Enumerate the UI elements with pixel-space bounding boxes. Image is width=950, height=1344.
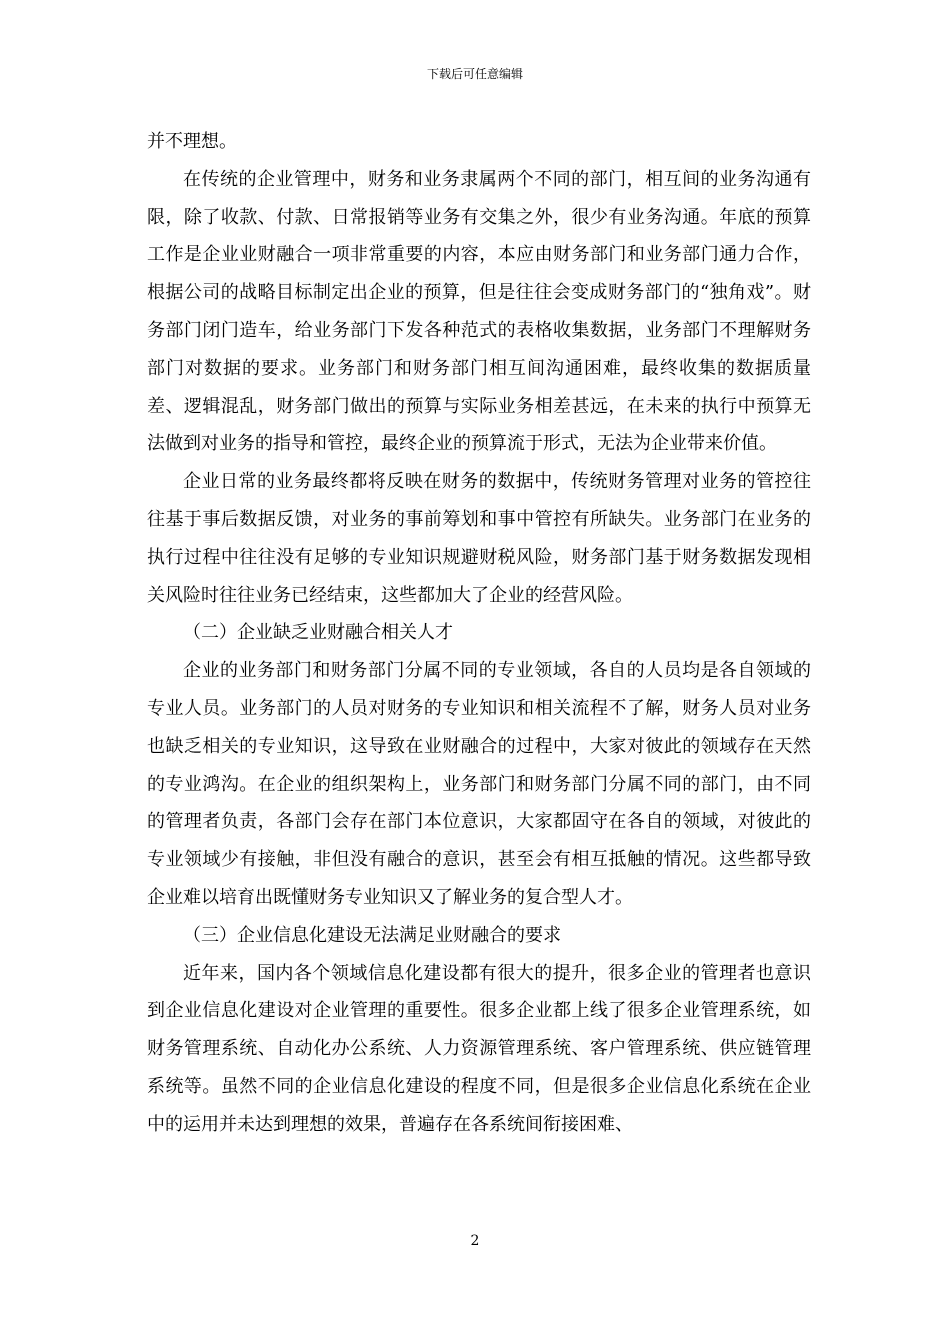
paragraph: 在传统的企业管理中，财务和业务隶属两个不同的部门，相互间的业务沟通有限，除了收款、付款、日常报销等业务有交集之外，很少有业务沟通。年底的预算工作是企业业财融合一项非常重要的内容，本应由财务部门和业务部门通力合作，根据公司的战略目标制定出企业的预算，但是往往会变成财务部门的“独角戏”。财务部门闭门造车，给业务部门下发各种范式的表格收集数据，业务部门不理解财务部门对数据的要求。业务部门和财务部门相互间沟通困难，最终收集的数据质量差、逻辑混乱，财务部门做出的预算与实际业务相差甚远，在未来的执行中预算无法做到对业务的指导和管控，最终企业的预算流于形式，无法为企业带来价值。 xyxy=(147,168,811,455)
paragraph: 企业的业务部门和财务部门分属不同的专业领域，各自的人员均是各自领域的专业人员。业务部门的人员对财务的专业知识和相关流程不了解，财务人员对业务也缺乏相关的专业知识，这导致在业财融合的过程中，大家对彼此的领域存在天然的专业鸿沟。在企业的组织架构上，业务部门和财务部门分属不同的部门，由不同的管理者负责，各部门会存在部门本位意识，大家都固守在各自的领域，对彼此的专业领域少有接触，非但没有融合的意识，甚至会有相互抵触的情况。这些都导致企业难以培育出既懂财务专业知识又了解业务的复合型人才。 xyxy=(147,660,811,908)
page-header: 下载后可任意编辑 xyxy=(426,67,523,81)
paragraph: 并不理想。 xyxy=(147,131,237,152)
section-heading: （三）企业信息化建设无法满足业财融合的要求 xyxy=(183,924,561,946)
paragraph: 近年来，国内各个领域信息化建设都有很大的提升，很多企业的管理者也意识到企业信息化建设对企业管理的重要性。很多企业都上线了很多企业管理系统，如财务管理系统、自动化办公系统、人力资源管理系统、客户管理系统、供应链管理系统等。虽然不同的企业信息化建设的程度不同，但是很多企业信息化系统在企业中的运用并未达到理想的效果，普遍存在各系统间衔接困难、 xyxy=(147,962,811,1135)
page-number: 2 xyxy=(470,1233,480,1249)
document-body xyxy=(147,123,811,1144)
paragraph: 企业日常的业务最终都将反映在财务的数据中，传统财务管理对业务的管控往往基于事后数据反馈，对业务的事前筹划和事中管控有所缺失。业务部门在业务的执行过程中往往没有足够的专业知识规避财税风险，财务部门基于财务数据发现相关风险时往往业务已经结束，这些都加大了企业的经营风险。 xyxy=(147,471,811,606)
section-heading: （二）企业缺乏业财融合相关人才 xyxy=(183,622,453,644)
